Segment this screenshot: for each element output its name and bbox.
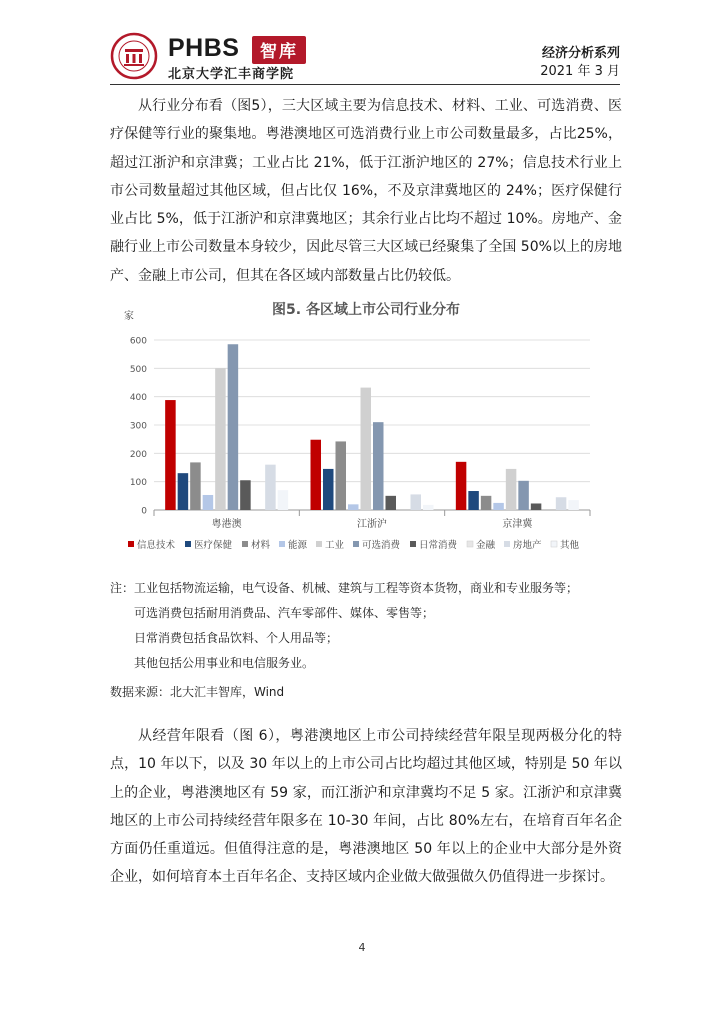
bar-日常消费-京津冀 (531, 503, 542, 510)
bar-可选消费-京津冀 (518, 481, 529, 510)
legend-swatch-金融 (467, 541, 473, 547)
bar-其他-粤港澳 (278, 490, 289, 510)
note-line-1: 注：工业包括物流运输，电气设备、机械、建筑与工程等资本货物，商业和专业服务等； (110, 581, 579, 595)
legend-label-其他: 其他 (560, 540, 580, 551)
bar-能源-京津冀 (493, 503, 504, 510)
y-tick-label: 0 (141, 506, 147, 517)
bar-材料-江浙沪 (336, 441, 347, 510)
x-category-label: 江浙沪 (357, 519, 387, 530)
y-tick-label: 500 (129, 364, 147, 375)
y-tick-label: 600 (129, 336, 147, 347)
y-tick-label: 100 (129, 478, 147, 489)
paragraph-1-text: 从行业分布看（图5），三大区域主要为信息技术、材料、工业、可选消费、医疗保健等行业的聚集地。粤港澳地区可选消费行业上市公司数量最多，占比25%，超过江浙沪和京津冀；工业占比 21%，低于江浙沪地区的 27%；信息技术行业上市公司数量超过其他区域，但占比仅 16%，不及京津冀地区的 24%；医疗保健行业占比 5%，低于江浙沪和京津冀地区；其余行业占比均不超过 10%。房地产、金融行业上市公司数量本身较少，因此尽管三大区域已经聚集了全国 50%以上的房地产、金融上市公司，但其在各区域内部数量占比仍较低。 (110, 98, 622, 284)
legend-label-医疗保健: 医疗保健 (194, 540, 233, 551)
bar-工业-京津冀 (506, 469, 517, 510)
series-title: 经济分析系列 (541, 46, 620, 61)
brand-name: PHBS (168, 34, 240, 62)
bar-工业-江浙沪 (361, 388, 372, 510)
y-tick-label: 200 (129, 449, 147, 460)
legend-label-信息技术: 信息技术 (137, 540, 176, 551)
note-line-4: 其他包括公用事业和电信服务业。 (134, 656, 315, 670)
legend-label-房地产: 房地产 (513, 540, 542, 551)
legend-swatch-可选消费 (353, 541, 359, 547)
legend-label-材料: 材料 (251, 540, 271, 551)
bar-房地产-京津冀 (556, 497, 567, 510)
bar-其他-江浙沪 (423, 505, 434, 510)
bar-医疗保健-粤港澳 (178, 473, 189, 510)
bar-其他-京津冀 (568, 500, 579, 510)
legend-label-能源: 能源 (288, 540, 308, 551)
legend-label-金融: 金融 (476, 540, 496, 551)
page-number: 4 (358, 941, 366, 954)
industry-distribution-chart (112, 310, 612, 565)
bar-医疗保健-京津冀 (468, 491, 479, 510)
bar-日常消费-江浙沪 (386, 496, 397, 510)
legend-swatch-材料 (242, 541, 248, 547)
bar-医疗保健-江浙沪 (323, 469, 334, 510)
header-divider (110, 84, 620, 85)
legend-swatch-日常消费 (410, 541, 416, 547)
bar-能源-江浙沪 (348, 504, 359, 510)
legend-swatch-其他 (551, 541, 557, 547)
bar-信息技术-粤港澳 (165, 400, 176, 510)
page-header (110, 26, 620, 82)
bar-信息技术-京津冀 (456, 462, 467, 510)
body-paragraph-1 (110, 92, 622, 290)
paragraph-2-text: 从经营年限看（图 6），粤港澳地区上市公司持续经营年限呈现两极分化的特点，10 年以下，以及 30 年以上的上市公司占比均超过其他区域，特别是 50 年以上的企业，粤港澳地区有 59 家，而江浙沪和京津冀均不足 5 家。江浙沪和京津冀地区的上市公司持续经营年限多在 10-30 年间，占比 80%左右，在培育百年名企方面仍任重道远。但值得注意的是，粤港澳地区 50 年以上的企业中大部分是外资企业，如何培育本土百年名企、支持区域内企业做大做强做久仍值得进一步探讨。 (110, 728, 622, 886)
bar-材料-粤港澳 (190, 462, 201, 510)
y-tick-label: 400 (129, 393, 147, 404)
y-tick-label: 300 (129, 421, 147, 432)
note-line-2: 可选消费包括耐用消费品、汽车零部件、媒体、零售等； (134, 606, 435, 620)
bar-工业-粤港澳 (215, 368, 226, 510)
bar-可选消费-江浙沪 (373, 422, 384, 510)
legend-label-日常消费: 日常消费 (419, 540, 458, 551)
bar-可选消费-粤港澳 (228, 344, 239, 510)
legend-swatch-信息技术 (128, 541, 134, 547)
legend-swatch-医疗保健 (185, 541, 191, 547)
x-category-label: 粤港澳 (211, 519, 242, 530)
y-axis-unit-label: 家 (124, 311, 134, 322)
school-name: 北京大学汇丰商学院 (168, 67, 295, 82)
bar-日常消费-粤港澳 (240, 480, 251, 510)
university-seal-icon (110, 32, 158, 80)
think-tank-badge: 智库 (252, 36, 306, 64)
legend-swatch-工业 (316, 541, 322, 547)
legend-label-可选消费: 可选消费 (362, 540, 401, 551)
report-date: 2021 年 3 月 (540, 64, 620, 79)
note-line-3: 日常消费包括食品饮料、个人用品等； (134, 631, 339, 645)
chart-notes (110, 576, 622, 705)
legend-swatch-房地产 (504, 541, 510, 547)
body-paragraph-2 (110, 722, 622, 892)
chart-title: 图5. 各区域上市公司行业分布 (272, 302, 460, 318)
x-category-label: 京津冀 (502, 519, 533, 530)
data-source: 数据来源：北大汇丰智库，Wind (110, 685, 285, 699)
legend-swatch-能源 (279, 541, 285, 547)
bar-房地产-粤港澳 (265, 465, 276, 510)
bar-能源-粤港澳 (203, 495, 214, 510)
legend-label-工业: 工业 (325, 540, 345, 551)
bar-信息技术-江浙沪 (311, 440, 322, 510)
bar-材料-京津冀 (481, 496, 492, 510)
bar-房地产-江浙沪 (411, 494, 422, 510)
